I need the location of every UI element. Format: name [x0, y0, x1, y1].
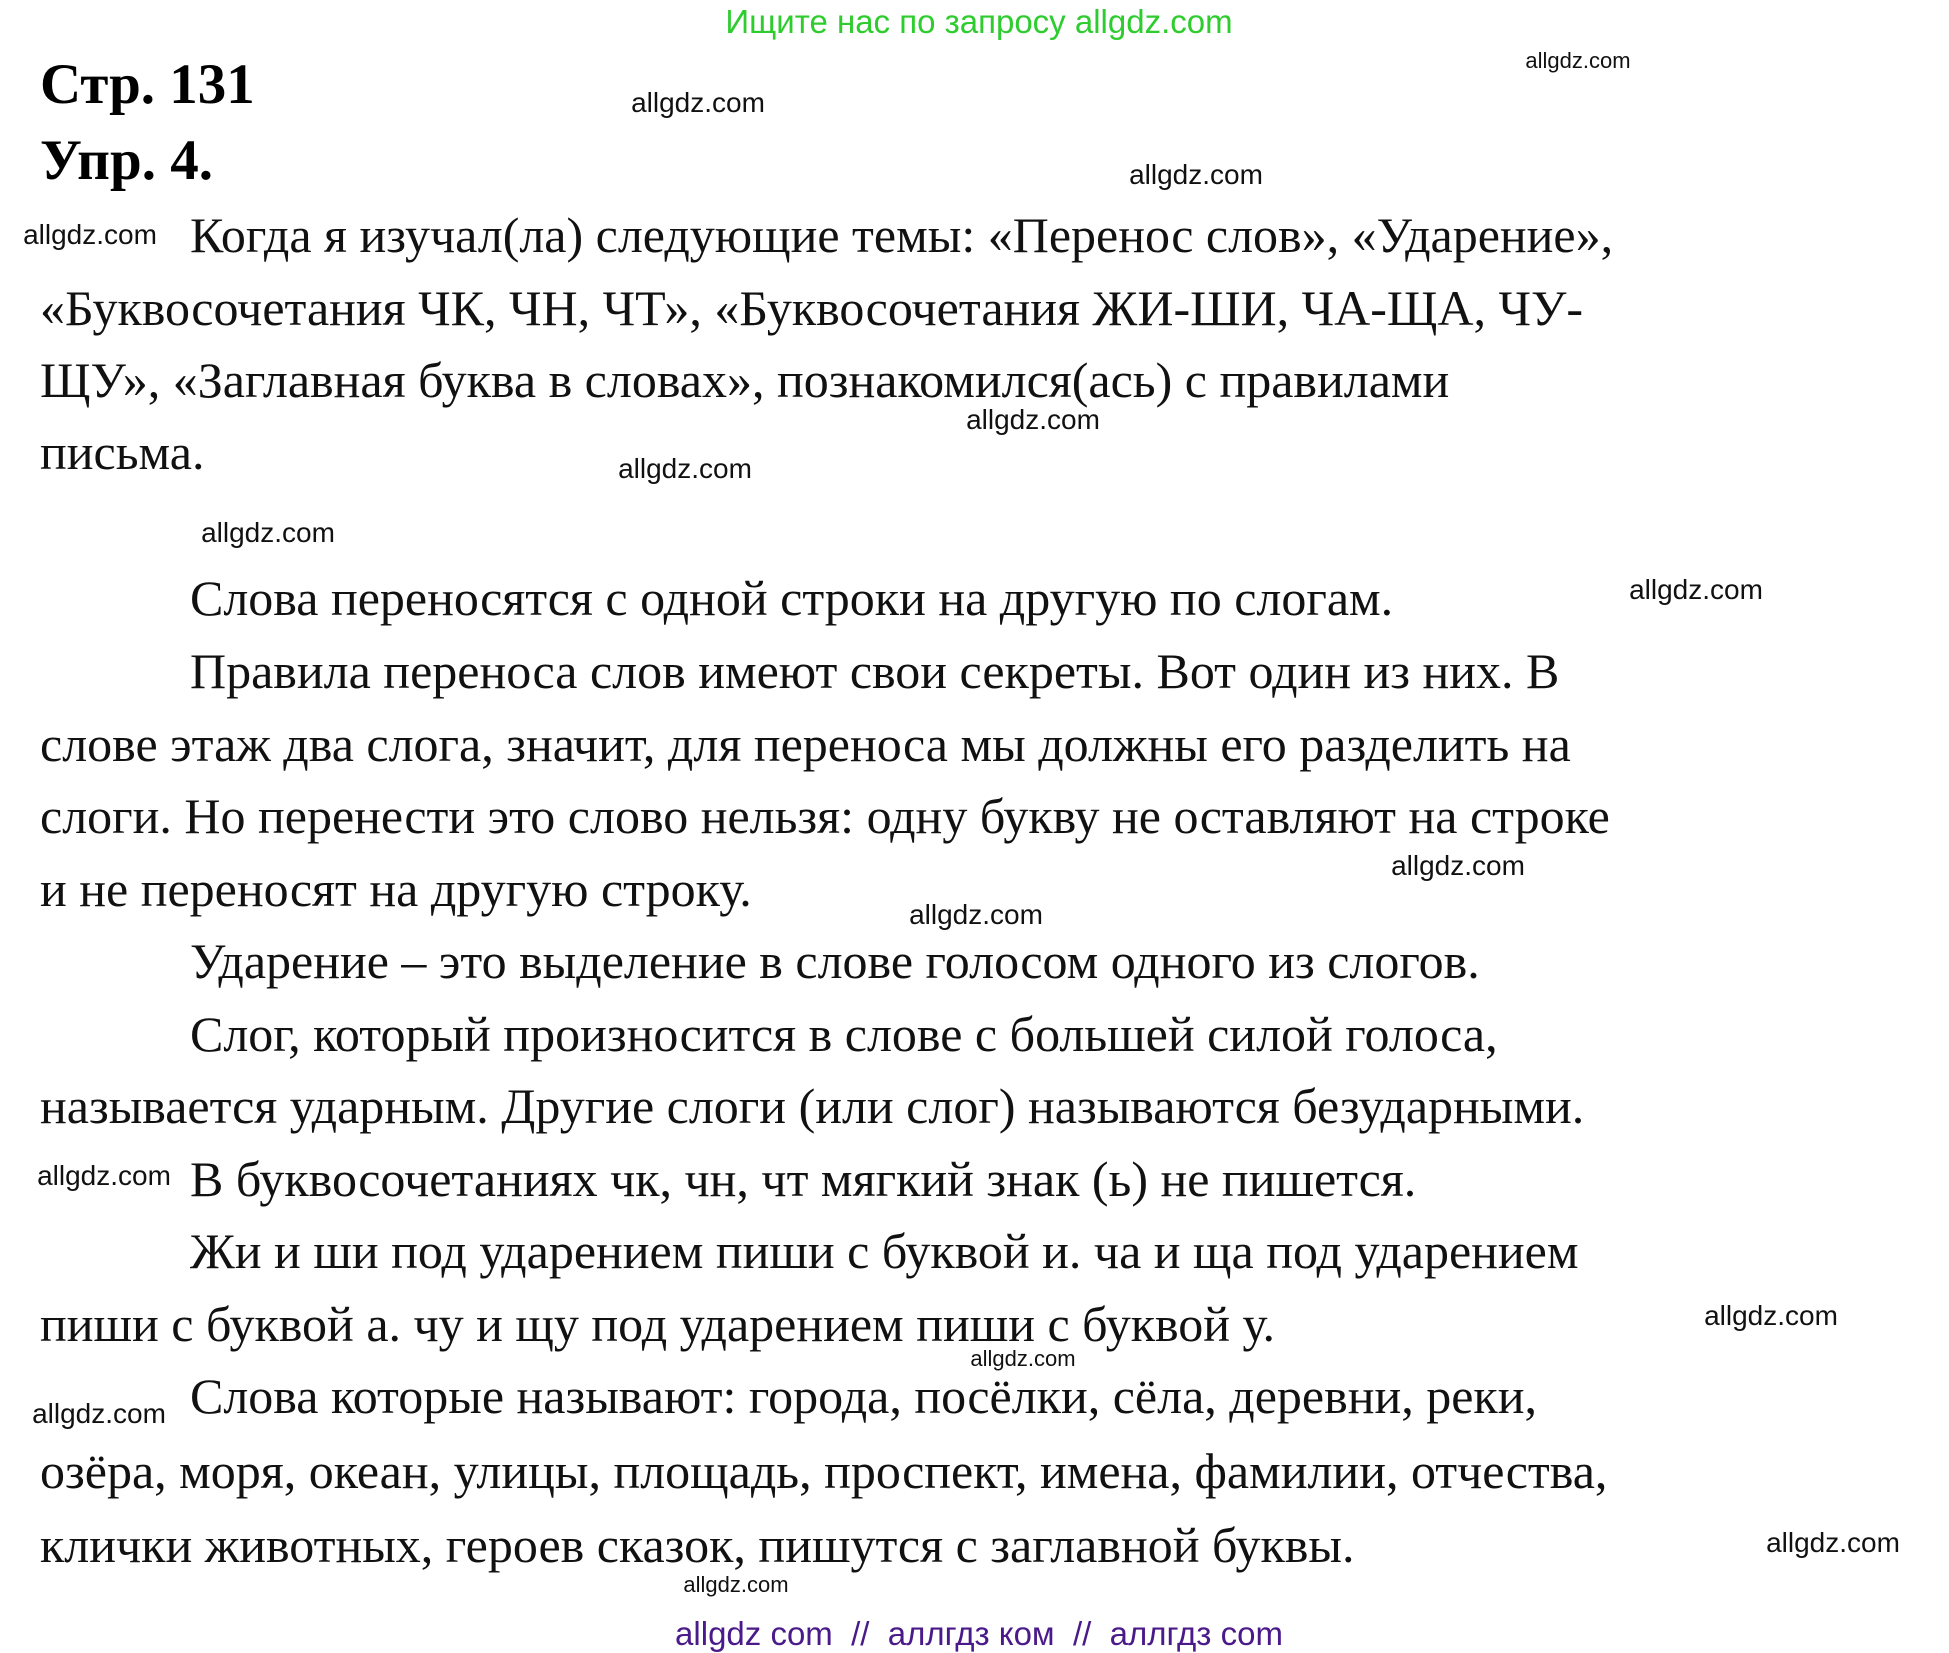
watermark: allgdz.com	[1629, 574, 1763, 605]
promo-banner: Ищите нас по запросу allgdz.com	[725, 3, 1233, 40]
page-number-heading: Стр. 131	[40, 53, 255, 116]
text-line: слове этаж два слога, значит, для переноса мы должны его разделить на	[40, 716, 1571, 772]
text-line: Слова которые называют: города, посёлки, сёла, деревни, реки,	[190, 1368, 1537, 1424]
watermark: allgdz.com	[1766, 1527, 1900, 1558]
watermark: allgdz.com	[23, 219, 157, 250]
text-line: «Буквосочетания ЧК, ЧН, ЧТ», «Буквосочетания ЖИ-ШИ, ЧА-ЩА, ЧУ-	[40, 280, 1583, 336]
watermark: allgdz.com	[1525, 48, 1631, 73]
watermark: allgdz.com	[683, 1572, 789, 1597]
text-line: пиши с буквой а. чу и щу под ударением пиши с буквой у.	[40, 1296, 1276, 1352]
text-line: называется ударным. Другие слоги (или слог) называются безударными.	[40, 1078, 1585, 1134]
text-line: ЩУ», «Заглавная буква в словах», познакомился(ась) с правилами	[40, 352, 1450, 408]
footer-links: allgdz com // аллгдз ком // аллгдз com	[675, 1615, 1283, 1652]
text-line: В буквосочетаниях чк, чн, чт мягкий знак (ь) не пишется.	[190, 1151, 1417, 1207]
text-line: слоги. Но перенести это слово нельзя: одну букву не оставляют на строке	[40, 788, 1610, 844]
text-line: Слог, который произносится в слове с большей силой голоса,	[190, 1006, 1498, 1062]
watermark: allgdz.com	[201, 517, 335, 548]
text-line: Ударение – это выделение в слове голосом одного из слогов.	[190, 933, 1480, 989]
watermark: allgdz.com	[1704, 1300, 1838, 1331]
watermark: allgdz.com	[618, 453, 752, 484]
watermark: allgdz.com	[631, 87, 765, 118]
text-line: Правила переноса слов имеют свои секреты. Вот один из них. В	[190, 643, 1560, 699]
text-line: письма.	[40, 424, 205, 480]
text-line: и не переносят на другую строку.	[40, 861, 752, 917]
watermark: allgdz.com	[1391, 850, 1525, 881]
watermark: allgdz.com	[970, 1346, 1076, 1371]
watermark: allgdz.com	[909, 899, 1043, 930]
text-line: клички животных, героев сказок, пишутся с заглавной буквы.	[40, 1517, 1355, 1573]
text-line: Слова переносятся с одной строки на другую по слогам.	[190, 570, 1394, 626]
text-line: Когда я изучал(ла) следующие темы: «Перенос слов», «Ударение»,	[190, 207, 1614, 263]
text-line: Жи и ши под ударением пиши с буквой и. ча и ща под ударением	[190, 1223, 1579, 1279]
watermark: allgdz.com	[32, 1398, 166, 1429]
watermark: allgdz.com	[1129, 159, 1263, 190]
watermark: allgdz.com	[966, 404, 1100, 435]
text-line: озёра, моря, океан, улицы, площадь, проспект, имена, фамилии, отчества,	[40, 1443, 1608, 1499]
exercise-heading: Упр. 4.	[40, 129, 213, 192]
watermark: allgdz.com	[37, 1160, 171, 1191]
